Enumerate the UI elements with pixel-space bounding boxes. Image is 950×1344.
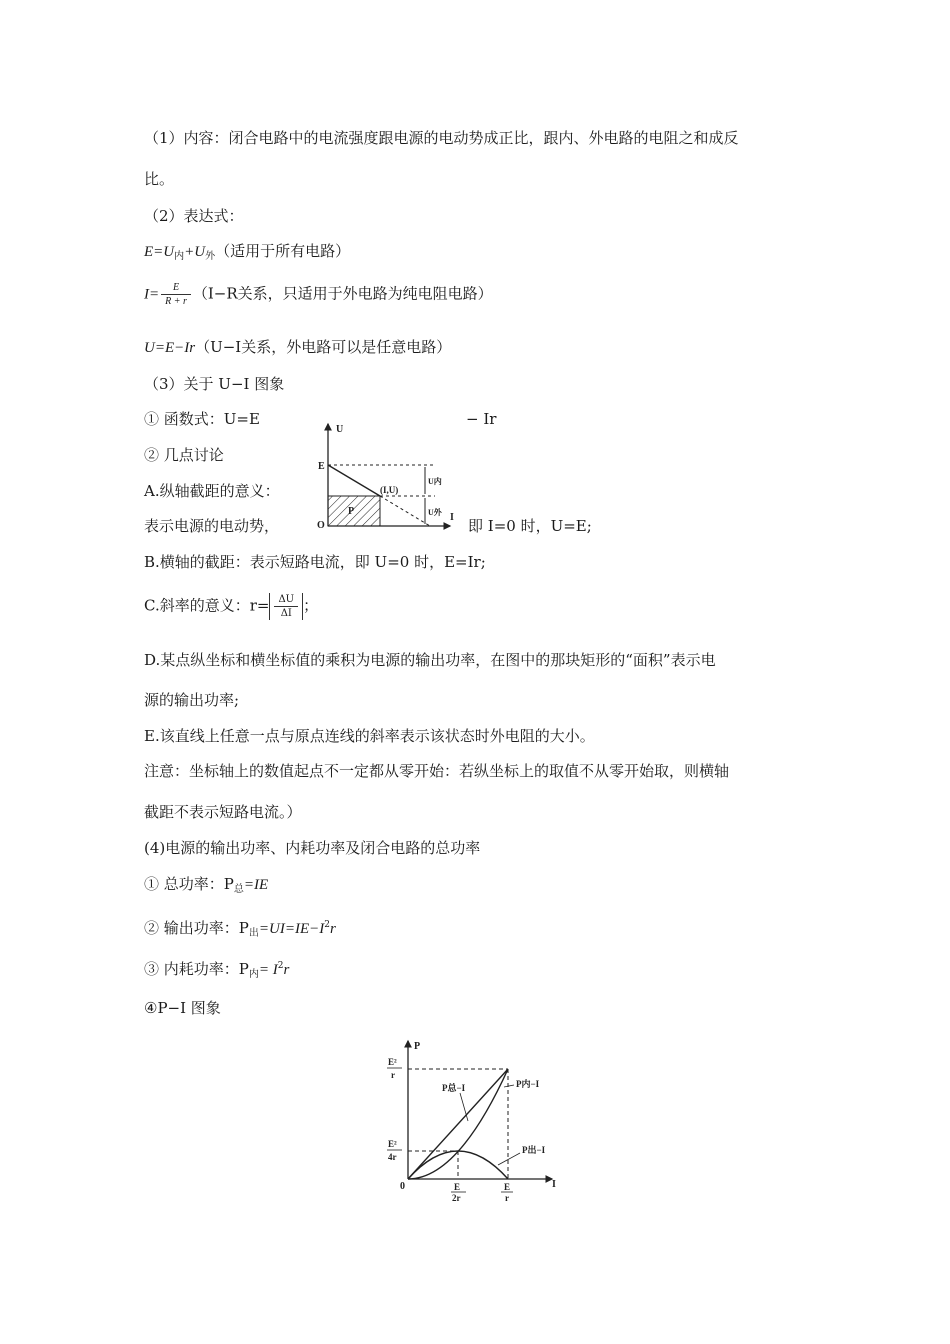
power-internal-a: ③ 内耗功率：P [144,960,249,978]
power-total-sub: 总 [233,884,244,895]
power-output-sup: 2 [324,920,330,930]
pi-ymid-num: E² [388,1139,397,1149]
slope-den: ΔI [280,608,292,619]
pi-xend-num: E [504,1182,511,1192]
ui-i-axis-label: I [450,512,454,523]
ui-p-label: P [348,506,355,517]
pi-ytop-den: r [391,1070,395,1080]
sec3-D-line2: 源的输出功率; [144,691,240,709]
pi-internal-leader [504,1085,514,1087]
sec3-note-line2: 截距不表示短路电流。） [144,803,302,821]
slope-num: ΔU [274,593,298,607]
formula-current [144,281,493,308]
formula-voltage [144,336,451,359]
power-total-b: =IE [243,877,269,893]
sec1-line1: （1）内容：闭合电路中的电流强度跟电源的电动势成正比，跟内、外电路的电阻之和成反 [144,129,739,147]
power-output-b: =UI=IE−I [258,921,325,937]
sec3-A-title: A.纵轴截距的意义： [144,482,280,500]
formula-current-note: （I−R关系，只适用于外电路为纯电阻电路） [192,284,493,303]
formula-emf-sub1: 内 [174,251,185,262]
pi-output-label: P出−I [522,1145,546,1155]
power-internal-c: r [283,962,290,978]
ui-graph [300,418,465,533]
slope-abs [269,593,303,620]
pi-xmid-den: 2r [452,1193,461,1203]
slope-fraction [274,593,298,620]
power-output-a: ② 输出功率：P [144,919,249,937]
power-output-sub: 出 [248,928,259,939]
formula-current-lhs: I= [144,286,160,303]
sec1-line2: 比。 [144,170,175,188]
power-internal-sub: 内 [248,969,259,980]
ui-line-dashed [380,496,430,526]
formula-current-num: E [161,281,191,295]
sec4-item4: ④P−I 图象 [144,999,221,1017]
sec2-title: （2）表达式： [144,207,244,225]
pi-output-leader [498,1153,520,1165]
pi-p-axis-label: P [414,1041,421,1052]
formula-current-fraction [161,281,191,308]
ui-u-axis-label: U [336,424,344,435]
power-total-a: ① 总功率：P [144,875,234,893]
pi-i-axis-label: I [552,1179,556,1190]
power-internal-sup: 2 [277,961,284,971]
formula-emf-main: E=U [144,244,175,260]
sec3-item1-a: ① 函数式：U=E [144,410,260,428]
ui-u-in-label: U内 [428,477,442,486]
sec3-item1-b: − Ir [466,410,497,428]
power-output-c: r [329,921,336,937]
pi-ymid-den: 4r [388,1152,397,1162]
formula-emf-mid: +U [184,244,206,260]
sec3-A-body: 表示电源的电动势， [144,517,280,535]
pi-origin-label: 0 [400,1181,405,1192]
pi-xend-den: r [505,1193,509,1203]
ui-e-label: E [318,461,325,472]
sec3-B: B.横轴的截距：表示短路电流，即 U=0 时，E=Ir; [144,553,486,571]
pi-graph [380,1035,565,1205]
power-total [144,873,268,901]
sec3-note-line1: 注意：坐标轴上的数值起点不一定都从零开始：若纵坐标上的取值不从零开始取，则横轴 [144,762,730,780]
sec3-C [144,593,318,620]
sec3-C-tail: ； [303,596,319,615]
formula-emf-sub2: 外 [205,251,216,262]
power-internal-b: = I [258,962,278,978]
formula-emf-note: （适用于所有电路） [215,242,351,260]
pi-total-label: P总−I [442,1083,466,1093]
ui-line-solid [328,465,380,496]
ui-u-out-label: U外 [428,508,442,517]
sec3-E: E.该直线上任意一点与原点连线的斜率表示该状态时外电阻的大小。 [144,727,595,745]
pi-xmid-num: E [454,1182,461,1192]
sec3-item2: ② 几点讨论 [144,446,224,464]
sec3-title: （3）关于 U−I 图象 [144,375,285,393]
power-internal [144,955,289,986]
sec3-A-tail: 即 I=0 时，U=E; [468,517,592,535]
formula-current-den: R + r [165,296,187,307]
sec3-C-lhs: C.斜率的意义：r= [144,596,270,615]
sec4-title: (4)电源的输出功率、内耗功率及闭合电路的总功率 [144,839,481,857]
formula-emf [144,240,350,268]
formula-voltage-note: （U−I关系，外电路可以是任意电路） [195,338,452,356]
ui-origin-label: O [317,520,325,531]
power-output [144,914,336,945]
sec3-D-line1: D.某点纵坐标和横坐标值的乘积为电源的输出功率，在图中的那块矩形的“面积”表示电 [144,651,716,669]
pi-ytop-num: E² [388,1057,397,1067]
pi-internal-label: P内−I [516,1079,540,1089]
formula-voltage-main: U=E−Ir [144,340,196,356]
ui-point-label: (I,U) [380,485,399,495]
